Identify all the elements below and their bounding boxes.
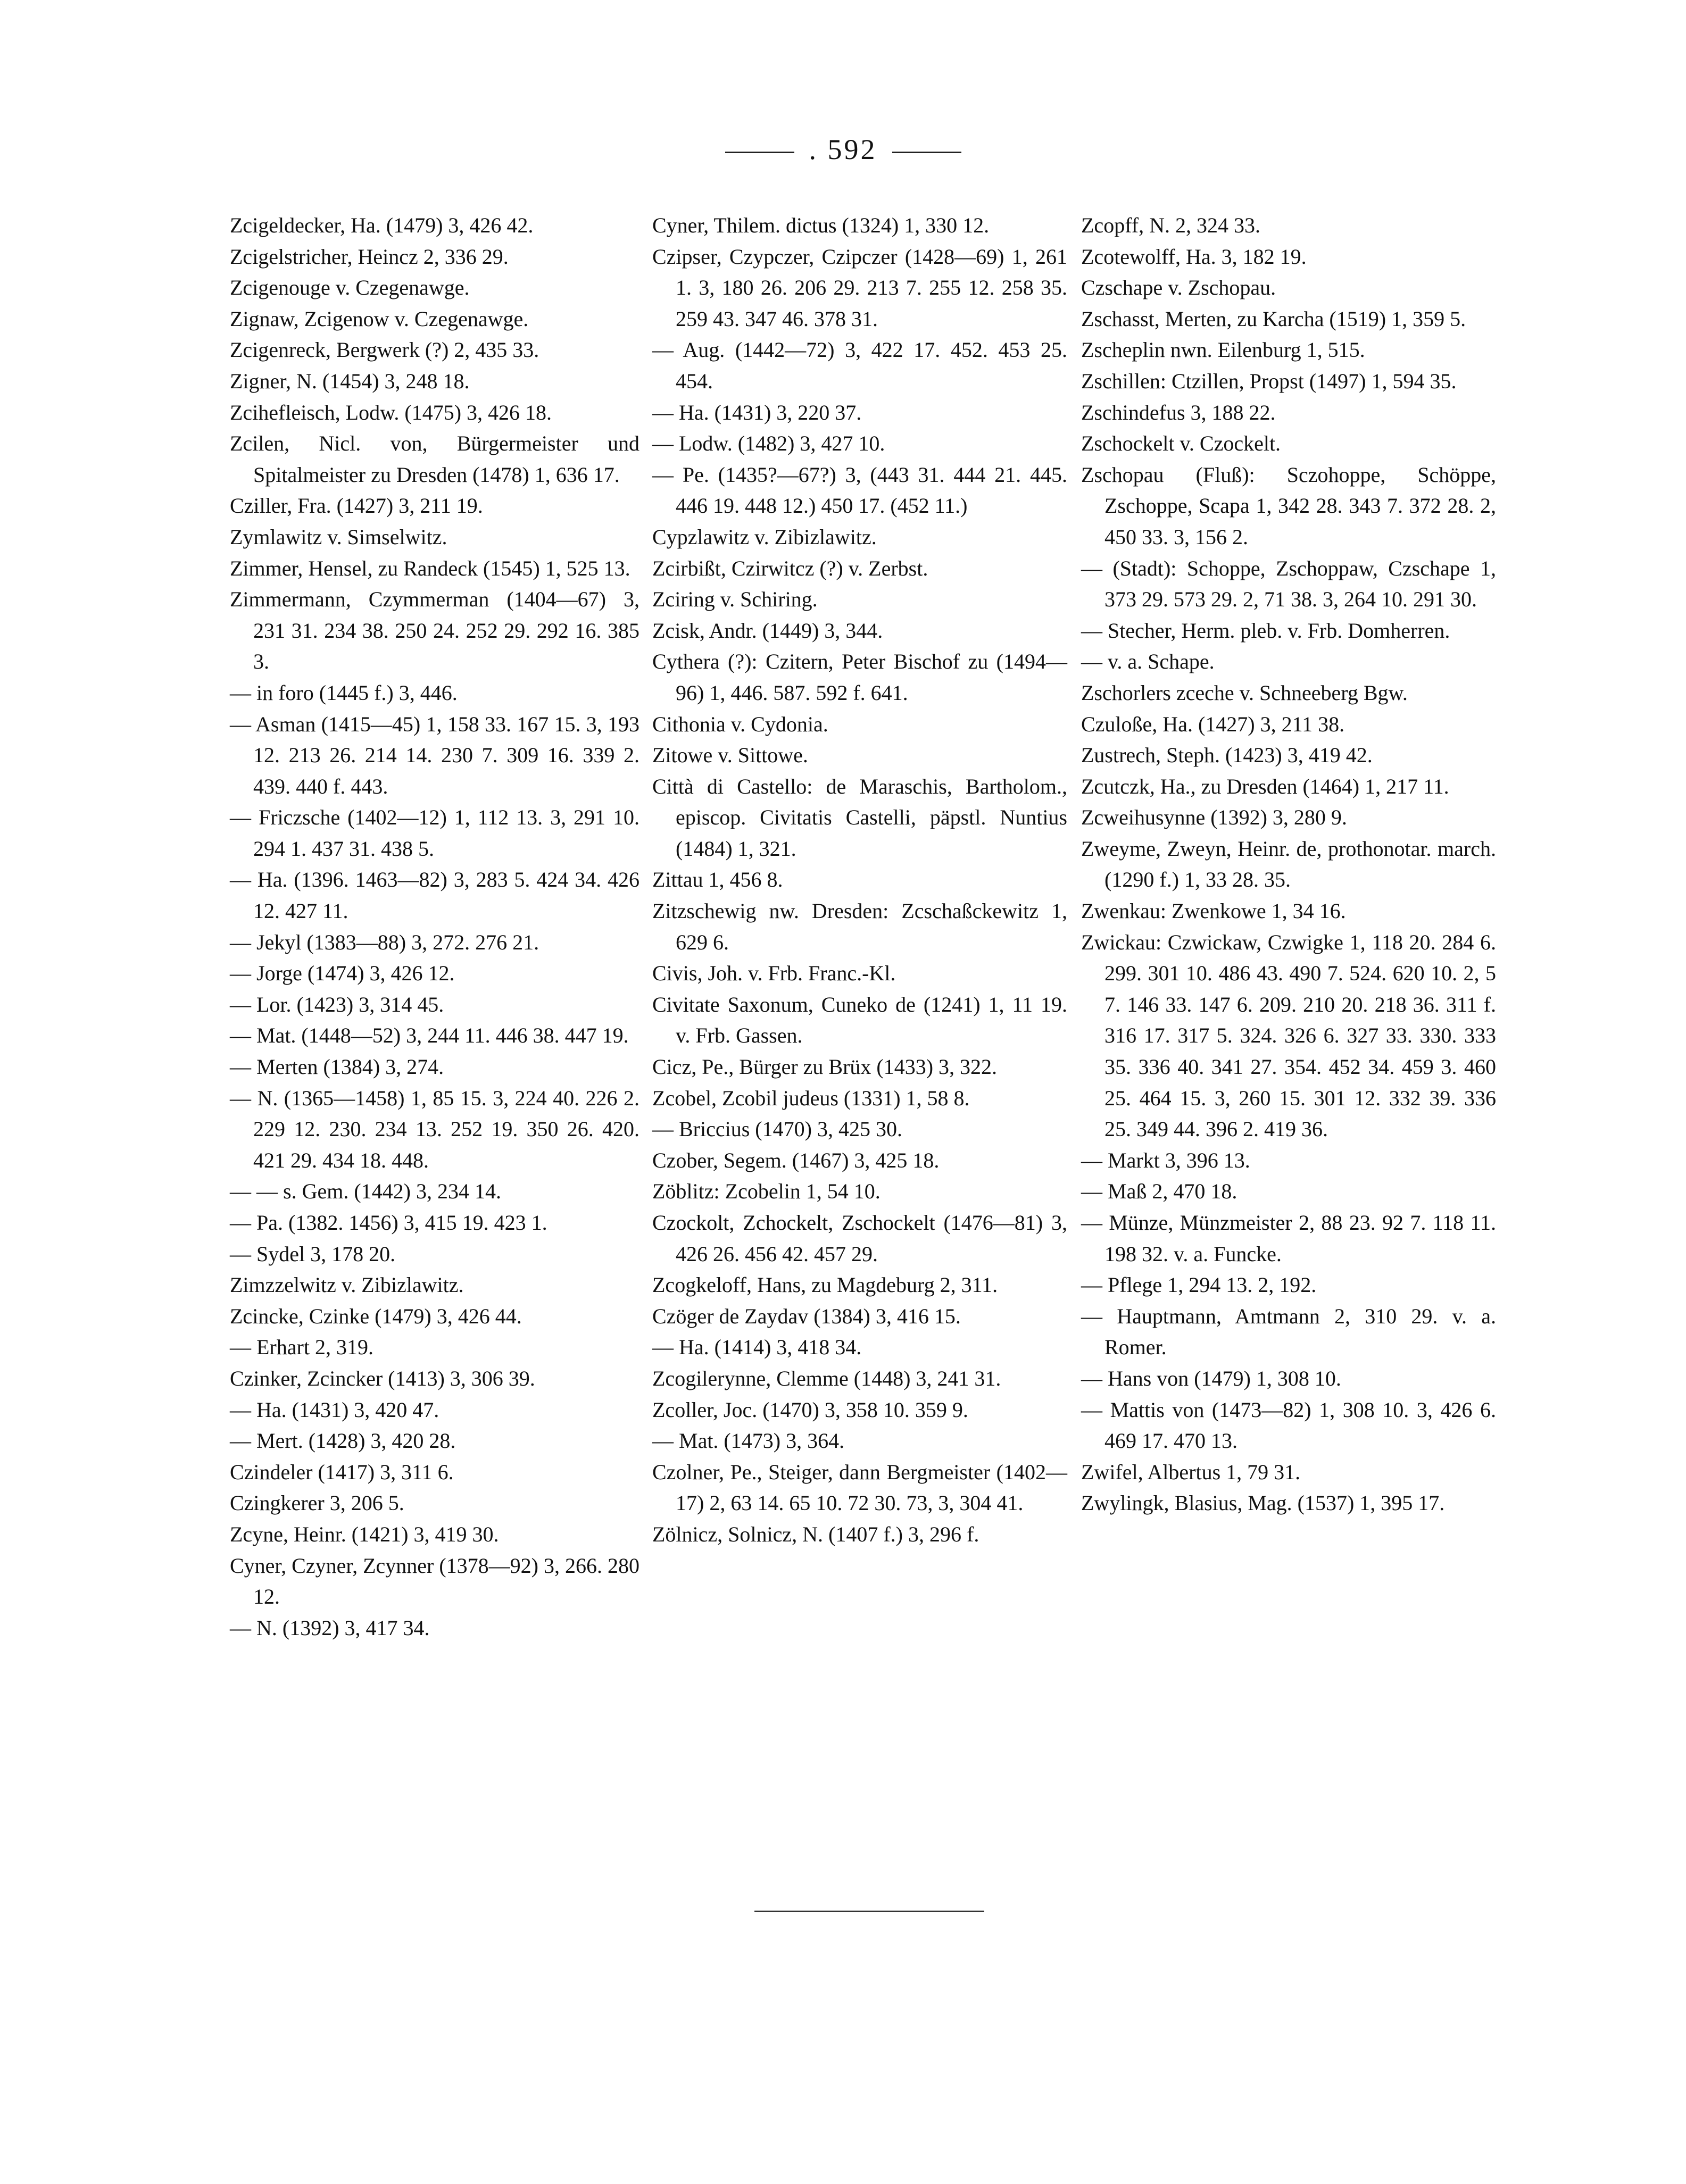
- index-entry: Zcigelstricher, Heincz 2, 336 29.: [230, 244, 509, 269]
- index-entry: Czschape v. Zschopau.: [1081, 276, 1276, 300]
- index-entry: — Pa. (1382. 1456) 3, 415 19. 423 1.: [230, 1211, 547, 1235]
- index-entry: — Briccius (1470) 3, 425 30.: [652, 1117, 902, 1141]
- index-entry: Zcopff, N. 2, 324 33.: [1081, 213, 1260, 237]
- index-entry: Zcigenreck, Bergwerk (?) 2, 435 33.: [230, 338, 539, 362]
- index-entry: Zcotewolff, Ha. 3, 182 19.: [1081, 244, 1307, 269]
- index-entry: Zweyme, Zweyn, Heinr. de, prothonotar. march. (1290 f.) 1, 33 28. 35.: [1081, 836, 1496, 892]
- index-entry: — N. (1365—1458) 1, 85 15. 3, 224 40. 226 2. 229 12. 230. 234 13. 252 19. 350 26. 420. 421 29. 434 18. 448.: [230, 1086, 639, 1172]
- index-entry: Zwylingk, Blasius, Mag. (1537) 1, 395 17.: [1081, 1491, 1445, 1515]
- page-number: [0, 133, 1686, 166]
- index-entry: — Ha. (1431) 3, 220 37.: [652, 400, 862, 424]
- index-entry: Città di Castello: de Maraschis, Bartholom., episcop. Civitatis Castelli, päpstl. Nuntius (1484) 1, 321.: [652, 774, 1067, 861]
- index-entry: Zustrech, Steph. (1423) 3, 419 42.: [1081, 743, 1373, 768]
- index-entry: Zcincke, Czinke (1479) 3, 426 44.: [230, 1304, 522, 1328]
- index-entry: Cypzlawitz v. Zibizlawitz.: [652, 524, 877, 549]
- index-entry: Cyner, Czyner, Zcynner (1378—92) 3, 266. 280 12.: [230, 1553, 639, 1609]
- index-entry: — Asman (1415—45) 1, 158 33. 167 15. 3, 193 12. 213 26. 214 14. 230 7. 309 16. 339 2. 439. 440 f. 443.: [230, 712, 639, 798]
- index-entry: — Mat. (1448—52) 3, 244 11. 446 38. 447 19.: [230, 1023, 629, 1048]
- index-entry: — Hans von (1479) 1, 308 10.: [1081, 1366, 1341, 1390]
- index-entry: — Münze, Münzmeister 2, 88 23. 92 7. 118 11. 198 32. v. a. Funcke.: [1081, 1211, 1496, 1266]
- index-entry: Zimmermann, Czymmerman (1404—67) 3, 231 31. 234 38. 250 24. 252 29. 292 16. 385 3.: [230, 587, 639, 674]
- index-entry: — Markt 3, 396 13.: [1081, 1148, 1250, 1172]
- index-entry: — Pe. (1435?—67?) 3, (443 31. 444 21. 445. 446 19. 448 12.) 450 17. (452 11.): [652, 462, 1067, 518]
- index-entry: — Friczsche (1402—12) 1, 112 13. 3, 291 10. 294 1. 437 31. 438 5.: [230, 805, 639, 861]
- index-entry: Zimmer, Hensel, zu Randeck (1545) 1, 525 13.: [230, 556, 630, 580]
- index-entry: Zcweihusynne (1392) 3, 280 9.: [1081, 805, 1347, 830]
- index-entry: — Ha. (1414) 3, 418 34.: [652, 1335, 862, 1360]
- index-entry: — Lor. (1423) 3, 314 45.: [230, 992, 444, 1016]
- page-number-rule-right: [892, 152, 961, 153]
- index-column-1: [230, 210, 639, 1644]
- index-entry: Cythera (?): Czitern, Peter Bischof zu (1494—96) 1, 446. 587. 592 f. 641.: [652, 649, 1067, 705]
- index-entry: Czuloße, Ha. (1427) 3, 211 38.: [1081, 712, 1345, 736]
- index-entry: Civis, Joh. v. Frb. Franc.-Kl.: [652, 961, 896, 986]
- index-entry: Zschasst, Merten, zu Karcha (1519) 1, 359 5.: [1081, 306, 1466, 331]
- index-entry: — (Stadt): Schoppe, Zschoppaw, Czschape 1, 373 29. 573 29. 2, 71 38. 3, 264 10. 291 30.: [1081, 556, 1496, 612]
- index-entry: Zöblitz: Zcobelin 1, 54 10.: [652, 1179, 881, 1204]
- closing-rule: [754, 1911, 984, 1912]
- index-entry: Zcirbißt, Czirwitcz (?) v. Zerbst.: [652, 556, 928, 580]
- index-entry: — — s. Gem. (1442) 3, 234 14.: [230, 1179, 501, 1204]
- index-entry: Czober, Segem. (1467) 3, 425 18.: [652, 1148, 940, 1172]
- index-entry: — Maß 2, 470 18.: [1081, 1179, 1237, 1204]
- index-entry: Zittau 1, 456 8.: [652, 868, 783, 892]
- index-entry: — Mert. (1428) 3, 420 28.: [230, 1429, 456, 1453]
- index-entry: Zcoller, Joc. (1470) 3, 358 10. 359 9.: [652, 1397, 968, 1422]
- index-entry: Zscheplin nwn. Eilenburg 1, 515.: [1081, 338, 1365, 362]
- index-entry: Zcisk, Andr. (1449) 3, 344.: [652, 618, 883, 643]
- index-entry: — Lodw. (1482) 3, 427 10.: [652, 431, 885, 456]
- index-entry: — Jekyl (1383—88) 3, 272. 276 21.: [230, 930, 539, 954]
- index-entry: Cyner, Thilem. dictus (1324) 1, 330 12.: [652, 213, 990, 237]
- index-entry: Zcyne, Heinr. (1421) 3, 419 30.: [230, 1522, 499, 1546]
- index-entry: Cicz, Pe., Bürger zu Brüx (1433) 3, 322.: [652, 1055, 998, 1079]
- index-entry: — Jorge (1474) 3, 426 12.: [230, 961, 455, 986]
- index-entry: — Ha. (1396. 1463—82) 3, 283 5. 424 34. 426 12. 427 11.: [230, 868, 639, 923]
- index-column-3: [1081, 210, 1496, 1519]
- index-entry: Zigner, N. (1454) 3, 248 18.: [230, 369, 470, 393]
- index-entry: Zwickau: Czwickaw, Czwigke 1, 118 20. 284 6. 299. 301 10. 486 43. 490 7. 524. 620 10. 2, 5 7. 146 33. 147 6. 209. 210 20. 218 36. 311 f. 316 17. 317 5. 324. 326 6. 327 33. 330. 333 35. 336 40. 341 27. 354. 452 34. 459 3. 460 25. 464 15. 3, 260 15. 301 12. 332 39. 336 25. 349 44. 396 2. 419 36.: [1081, 930, 1496, 1141]
- page-number-text: . 592: [809, 134, 877, 165]
- index-entry: Zcilen, Nicl. von, Bürgermeister und Spitalmeister zu Dresden (1478) 1, 636 17.: [230, 431, 639, 487]
- index-entry: Czöger de Zaydav (1384) 3, 416 15.: [652, 1304, 961, 1328]
- index-entry: Civitate Saxonum, Cuneko de (1241) 1, 11 19. v. Frb. Gassen.: [652, 992, 1067, 1048]
- index-entry: — Hauptmann, Amtmann 2, 310 29. v. a. Romer.: [1081, 1304, 1496, 1360]
- index-column-2: [652, 210, 1067, 1551]
- index-entry: Zitzschewig nw. Dresden: Zcschaßckewitz 1, 629 6.: [652, 899, 1067, 954]
- index-entry: — Aug. (1442—72) 3, 422 17. 452. 453 25. 454.: [652, 338, 1067, 393]
- index-entry: Zschopau (Fluß): Sczohoppe, Schöppe, Zschoppe, Scapa 1, 342 28. 343 7. 372 28. 2, 450 33. 3, 156 2.: [1081, 462, 1496, 549]
- index-entry: Zwenkau: Zwenkowe 1, 34 16.: [1081, 899, 1346, 923]
- index-entry: Czipser, Czypczer, Czipczer (1428—69) 1, 261 1. 3, 180 26. 206 29. 213 7. 255 12. 258 35. 259 43. 347 46. 378 31.: [652, 244, 1067, 331]
- index-entry: — Mattis von (1473—82) 1, 308 10. 3, 426 6. 469 17. 470 13.: [1081, 1397, 1496, 1453]
- index-entry: Cziller, Fra. (1427) 3, 211 19.: [230, 494, 483, 518]
- index-entry: Zschindefus 3, 188 22.: [1081, 400, 1276, 424]
- index-entry: Czinker, Zcincker (1413) 3, 306 39.: [230, 1366, 535, 1390]
- index-entry: Zcobel, Zcobil judeus (1331) 1, 58 8.: [652, 1086, 970, 1110]
- index-entry: — Merten (1384) 3, 274.: [230, 1055, 444, 1079]
- index-entry: — v. a. Schape.: [1081, 649, 1215, 674]
- index-entry: Zwifel, Albertus 1, 79 31.: [1081, 1460, 1301, 1484]
- index-entry: Zymlawitz v. Simselwitz.: [230, 524, 447, 549]
- index-entry: — N. (1392) 3, 417 34.: [230, 1615, 430, 1640]
- index-entry: Zcihefleisch, Lodw. (1475) 3, 426 18.: [230, 400, 552, 424]
- index-entry: Zciring v. Schiring.: [652, 587, 818, 612]
- index-entry: — Ha. (1431) 3, 420 47.: [230, 1397, 439, 1422]
- index-entry: Zcogilerynne, Clemme (1448) 3, 241 31.: [652, 1366, 1001, 1390]
- index-entry: — Pflege 1, 294 13. 2, 192.: [1081, 1273, 1317, 1297]
- index-entry: Zschillen: Ctzillen, Propst (1497) 1, 594 35.: [1081, 369, 1457, 393]
- index-entry: Zcogkeloff, Hans, zu Magdeburg 2, 311.: [652, 1273, 998, 1297]
- index-entry: Zimzzelwitz v. Zibizlawitz.: [230, 1273, 464, 1297]
- index-entry: — Mat. (1473) 3, 364.: [652, 1429, 845, 1453]
- index-entry: Czingkerer 3, 206 5.: [230, 1491, 404, 1515]
- index-entry: Zschockelt v. Czockelt.: [1081, 431, 1281, 456]
- page-number-rule-left: [725, 152, 794, 153]
- index-entry: Zschorlers zceche v. Schneeberg Bgw.: [1081, 680, 1408, 705]
- index-entry: — in foro (1445 f.) 3, 446.: [230, 680, 458, 705]
- index-entry: Czockolt, Zchockelt, Zschockelt (1476—81) 3, 426 26. 456 42. 457 29.: [652, 1211, 1067, 1266]
- index-entry: — Erhart 2, 319.: [230, 1335, 373, 1360]
- index-entry: Zcigeldecker, Ha. (1479) 3, 426 42.: [230, 213, 534, 237]
- index-entry: Zölnicz, Solnicz, N. (1407 f.) 3, 296 f.: [652, 1522, 979, 1546]
- index-entry: Zignaw, Zcigenow v. Czegenawge.: [230, 306, 529, 331]
- index-entry: — Sydel 3, 178 20.: [230, 1241, 396, 1266]
- index-entry: Zcutczk, Ha., zu Dresden (1464) 1, 217 11.: [1081, 774, 1449, 798]
- index-entry: Cithonia v. Cydonia.: [652, 712, 828, 736]
- index-entry: Zcigenouge v. Czegenawge.: [230, 276, 470, 300]
- index-entry: Czolner, Pe., Steiger, dann Bergmeister (1402—17) 2, 63 14. 65 10. 72 30. 73, 3, 304 41.: [652, 1460, 1067, 1515]
- index-entry: Zitowe v. Sittowe.: [652, 743, 808, 768]
- index-entry: Czindeler (1417) 3, 311 6.: [230, 1460, 454, 1484]
- index-entry: — Stecher, Herm. pleb. v. Frb. Domherren.: [1081, 618, 1450, 643]
